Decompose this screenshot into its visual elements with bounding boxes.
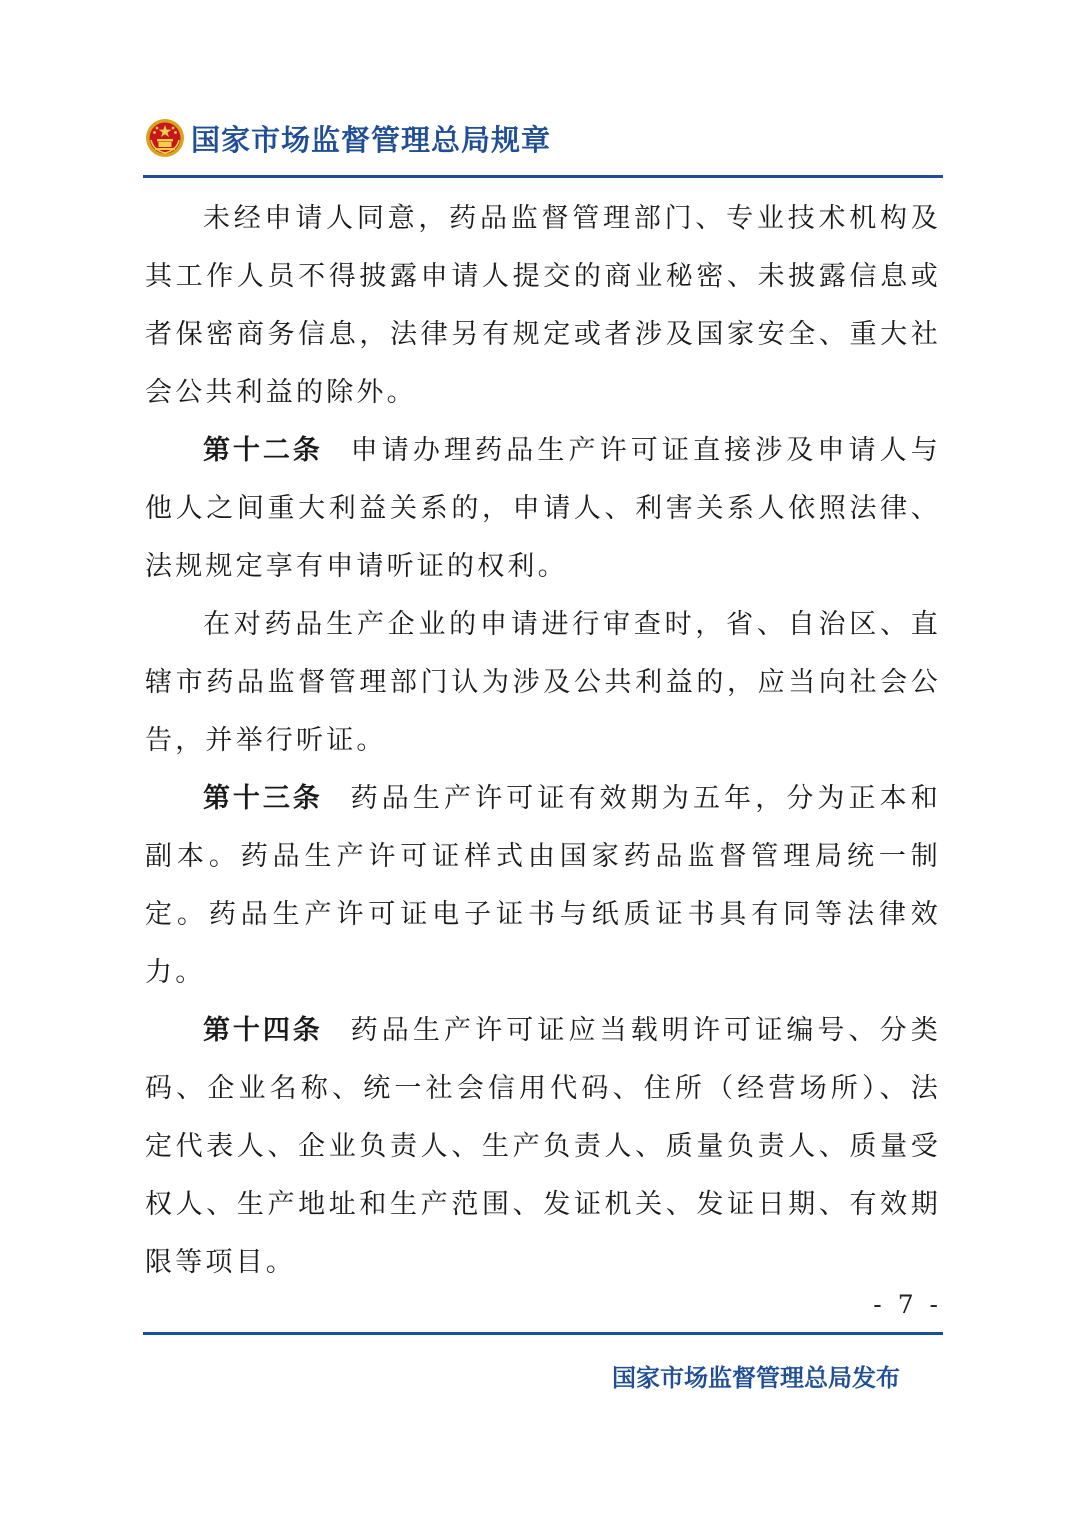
article-number: 第十四条 [203,1015,323,1046]
paragraph-text: 药品生产许可证应当载明许可证编号、分类码、企业名称、统一社会信用代码、住所（经营场所）、法定代表人、企业负责人、生产负责人、质量负责人、质量受权人、生产地址和生产范围、发证机关、发证日期、有效期限等项目。 [145,1015,941,1278]
paragraph-text: 未经申请人同意，药品监督管理部门、专业技术机构及其工作人员不得披露申请人提交的商业秘密、未披露信息或者保密商务信息，法律另有规定或者涉及国家安全、重大社会公共利益的除外。 [145,203,941,408]
national-emblem-icon [145,118,185,158]
footer-divider [143,1332,943,1335]
paragraph-text: 药品生产许可证有效期为五年，分为正本和副本。药品生产许可证样式由国家药品监督管理局统一制定。药品生产许可证电子证书与纸质证书具有同等法律效力。 [145,783,941,988]
paragraph [145,422,941,596]
page-number: - 7 - [873,1290,942,1319]
document-body [145,190,941,1292]
paragraph [145,190,941,422]
header-title: 国家市场监督管理总局规章 [191,122,552,157]
paragraph [145,770,941,1002]
article-number: 第十二条 [203,435,323,466]
footer-publisher: 国家市场监督管理总局发布 [612,1364,900,1392]
paragraph-text: 申请办理药品生产许可证直接涉及申请人与他人之间重大利益关系的，申请人、利害关系人依照法律、法规规定享有申请听证的权利。 [145,435,941,582]
paragraph-text: 在对药品生产企业的申请进行审查时，省、自治区、直辖市药品监督管理部门认为涉及公共利益的，应当向社会公告，并举行听证。 [145,609,941,756]
header-divider [143,175,943,178]
paragraph [145,596,941,770]
article-number: 第十三条 [203,783,323,814]
paragraph [145,1002,941,1292]
page-header [145,112,945,164]
